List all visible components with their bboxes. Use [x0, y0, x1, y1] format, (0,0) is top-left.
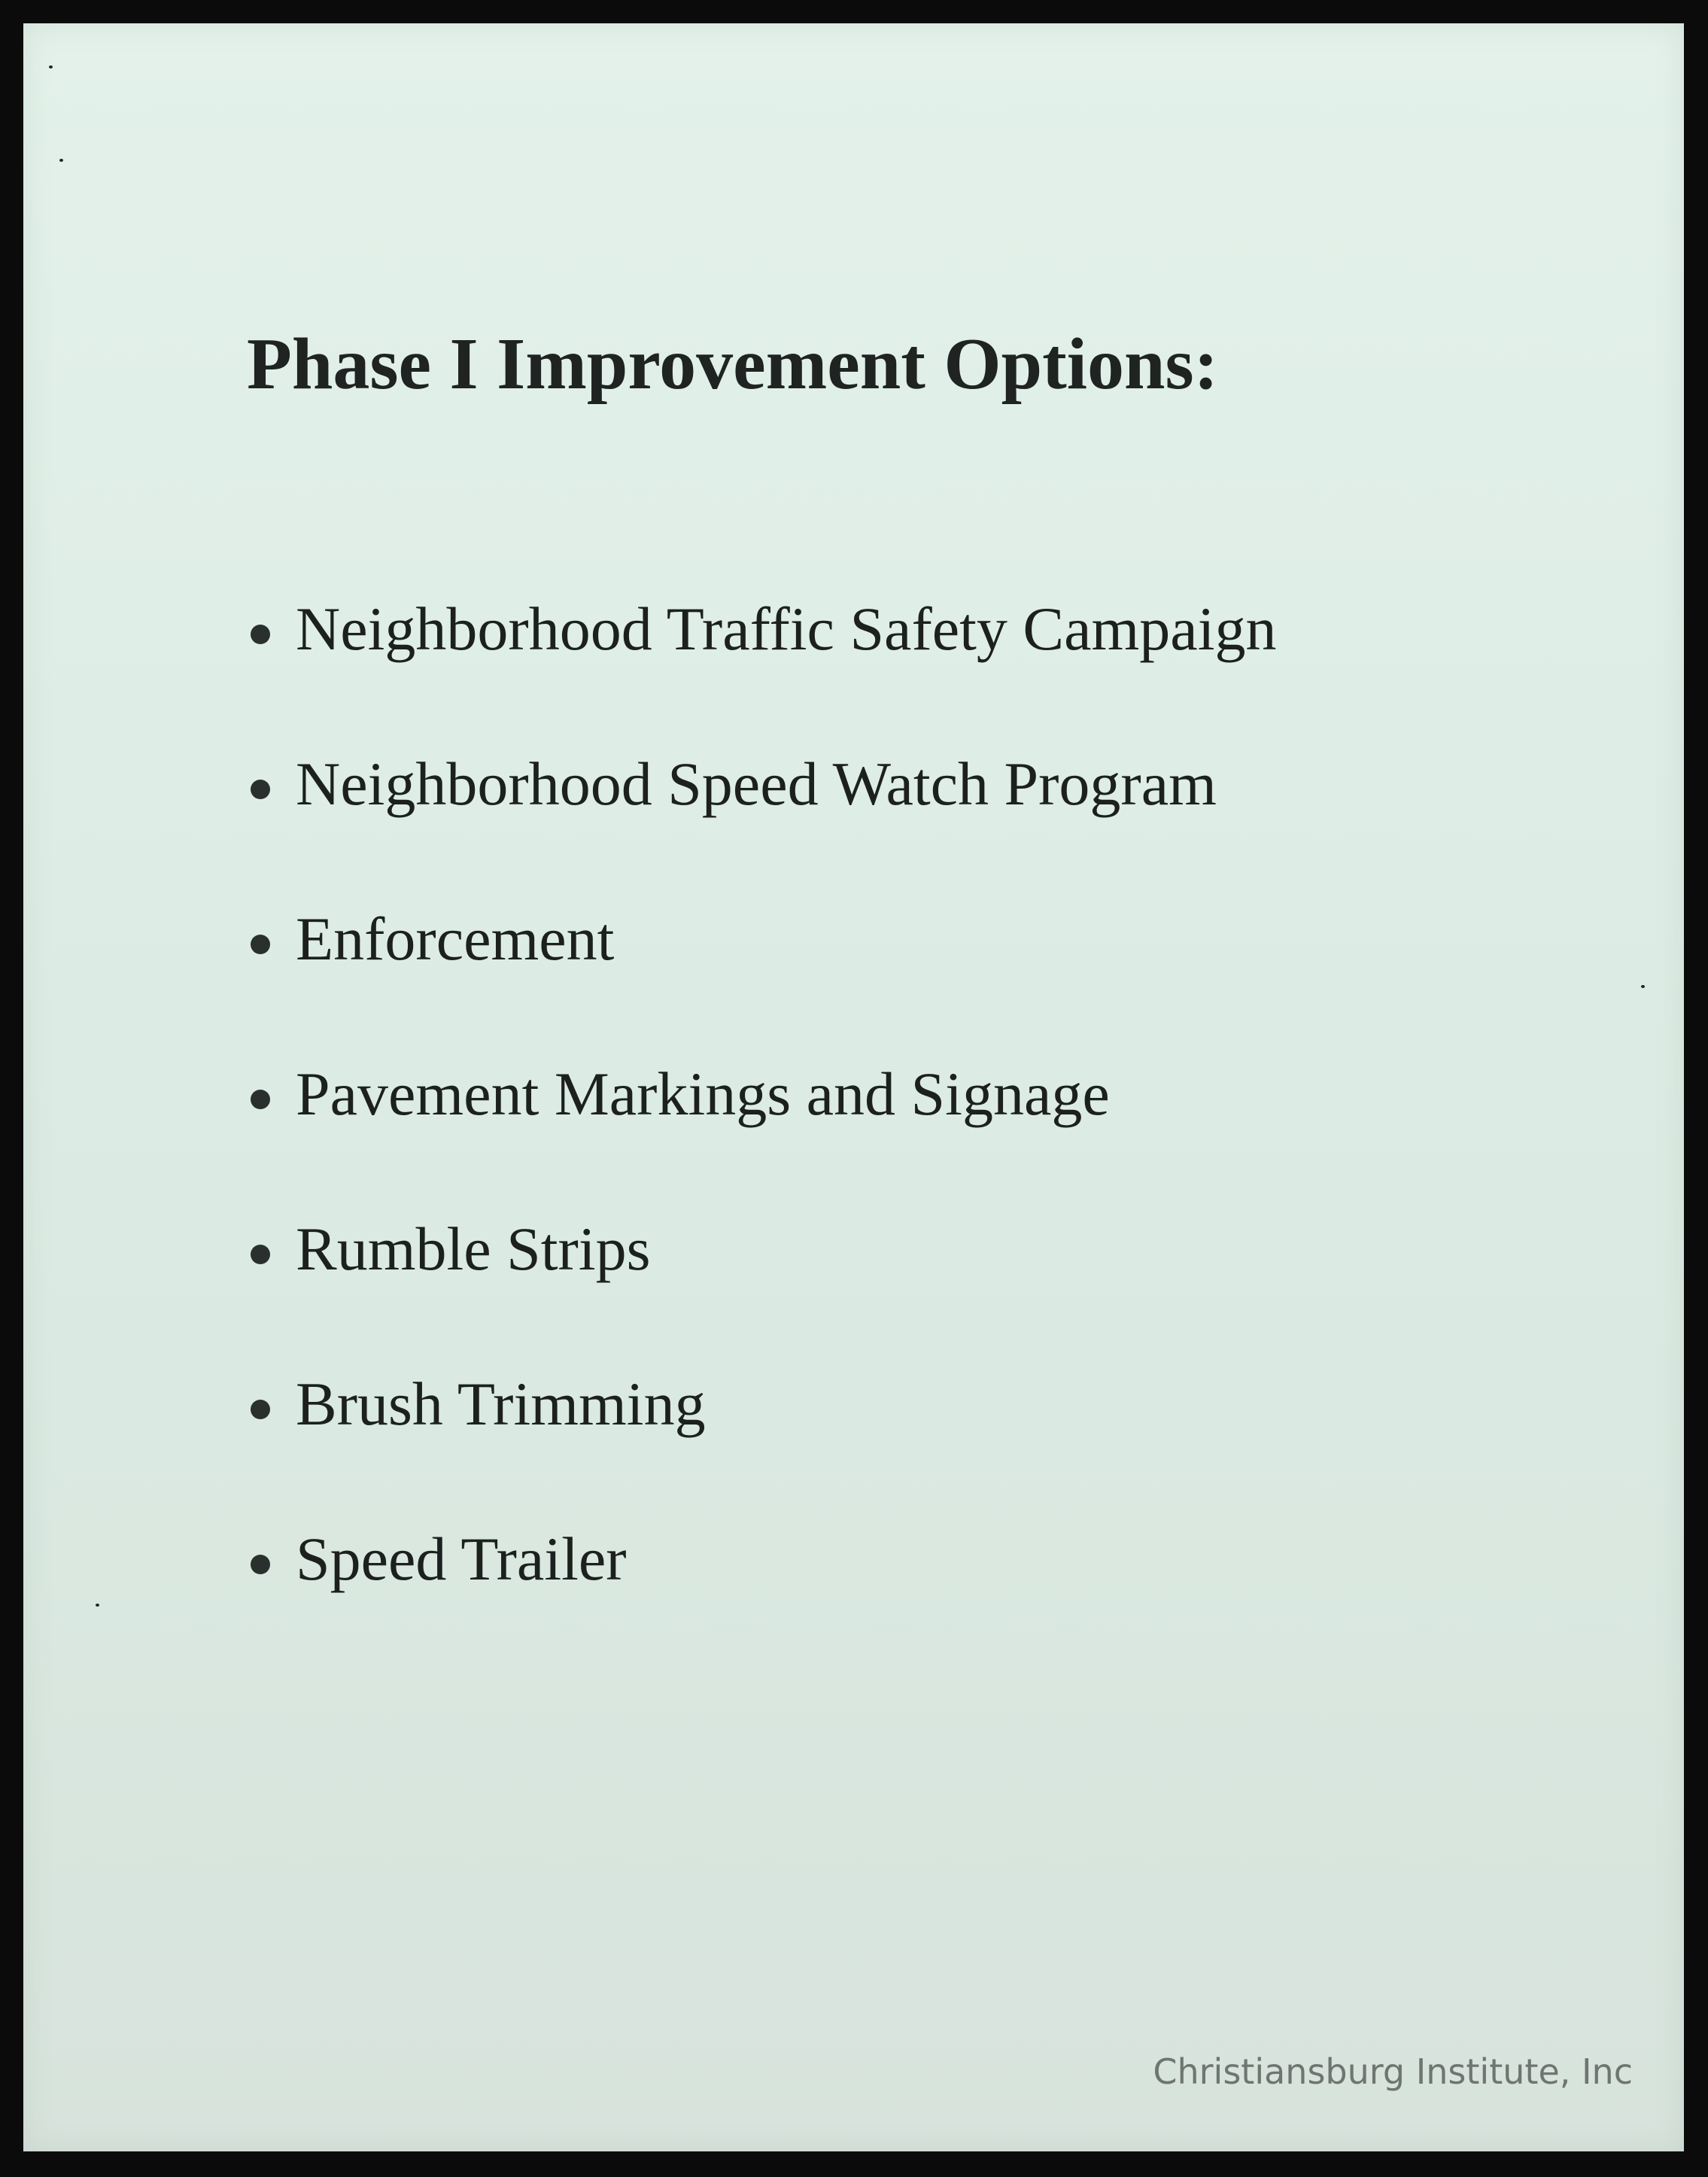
bullet-icon [251, 1400, 270, 1419]
option-label: Neighborhood Speed Watch Program [296, 749, 1217, 818]
list-item [251, 707, 1276, 862]
list-item [251, 1017, 1276, 1172]
option-label: Enforcement [296, 905, 615, 973]
list-item [251, 552, 1276, 707]
bullet-icon [251, 1090, 270, 1109]
list-item [251, 1327, 1276, 1482]
bullet-icon [251, 1555, 270, 1574]
list-item [251, 1172, 1276, 1327]
page-title: Phase I Improvement Options: [247, 324, 1219, 405]
option-label: Pavement Markings and Signage [296, 1060, 1110, 1128]
document-page [23, 23, 1684, 2151]
bullet-icon [251, 625, 270, 644]
option-label: Rumble Strips [296, 1215, 651, 1283]
list-item [251, 862, 1276, 1017]
watermark: Christiansburg Institute, Inc [1153, 2051, 1633, 2092]
bullet-icon [251, 1245, 270, 1264]
option-label: Brush Trimming [296, 1370, 706, 1438]
paper-speck [59, 159, 63, 162]
paper-speck [96, 1604, 99, 1607]
improvement-options-list [251, 552, 1276, 1637]
bullet-icon [251, 935, 270, 954]
paper-speck [1641, 985, 1645, 988]
option-label: Neighborhood Traffic Safety Campaign [296, 594, 1277, 663]
paper-speck [49, 65, 53, 68]
option-label: Speed Trailer [296, 1525, 627, 1593]
bullet-icon [251, 780, 270, 799]
list-item [251, 1482, 1276, 1637]
